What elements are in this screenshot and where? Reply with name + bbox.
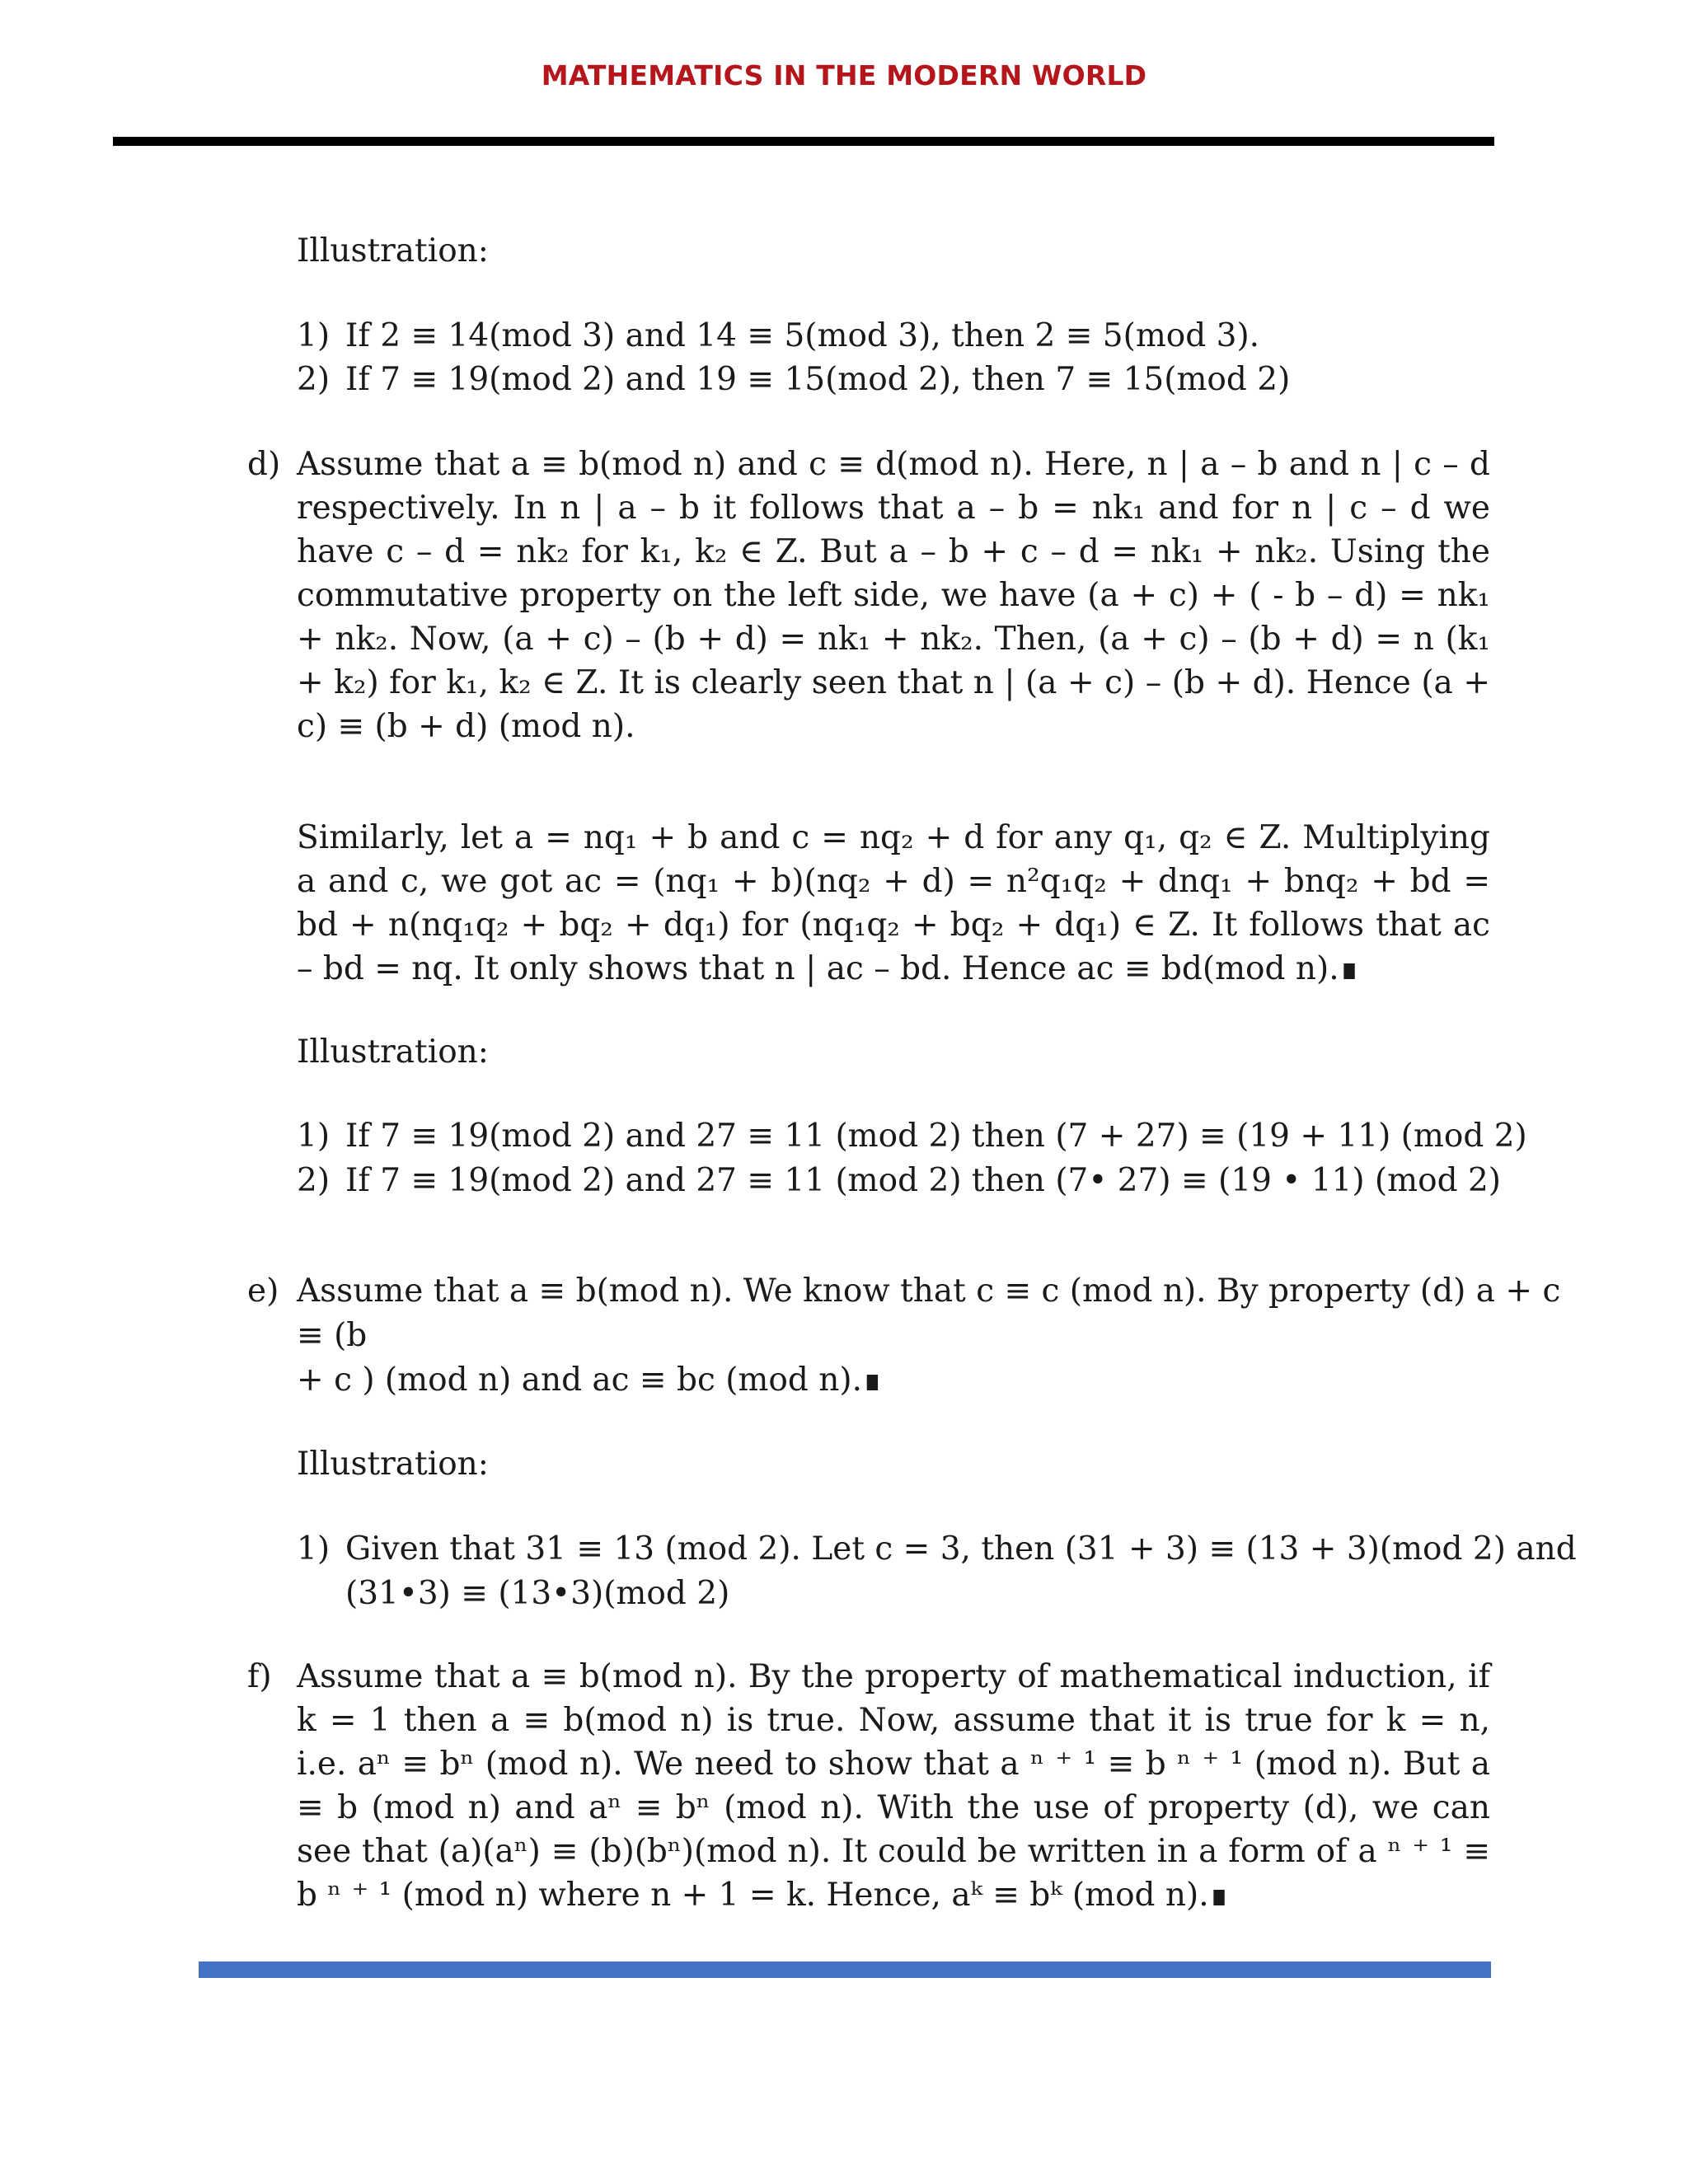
section-label-d: d) (247, 446, 281, 483)
section-e-line-2: ≡ (b (297, 1317, 368, 1354)
list-item: If 7 ≡ 19(mod 2) and 19 ≡ 15(mod 2), then 7 ≡ 15(mod 2) (345, 361, 1291, 398)
section-d-paragraph-1: Assume that a ≡ b(mod n) and c ≡ d(mod n). Here, n | a – b and n | c – d respectively. In n | a – b it follows that a – b = nk₁ and for n | c – d we have c – d = nk₂ for k₁, k₂ ∈ Z. But a – b + c – d = nk₁ + nk₂. Using the commutative property on the left side, we have (a + c) + ( - b – d) = nk₁ + nk₂. Now, (a + c) – (b + d) = nk₁ + nk₂. Then, (a + c) – (b + d) = n (k₁ + k₂) for k₁, k₂ ∈ Z. It is clearly seen that n | (a + c) – (b + d). Hence (a + c) ≡ (b + d) (mod n). (297, 446, 1490, 745)
section-label-e: e) (247, 1272, 279, 1310)
list-item-continuation: (31•3) ≡ (13•3)(mod 2) (345, 1575, 730, 1612)
illustration-heading: Illustration: (297, 232, 489, 269)
illustration-heading: Illustration: (297, 1033, 489, 1071)
section-e-line-1: Assume that a ≡ b(mod n). We know that c ≡ c (mod n). By property (d) a + c (297, 1272, 1561, 1310)
page-header-title: MATHEMATICS IN THE MODERN WORLD (541, 59, 1147, 91)
list-item-number: 1) (297, 1530, 331, 1568)
section-label-f: f) (247, 1658, 272, 1695)
list-item: Given that 31 ≡ 13 (mod 2). Let c = 3, then (31 + 3) ≡ (13 + 3)(mod 2) and (345, 1530, 1577, 1568)
list-item-number: 2) (297, 361, 331, 398)
list-item: If 7 ≡ 19(mod 2) and 27 ≡ 11 (mod 2) then (7• 27) ≡ (19 • 11) (mod 2) (345, 1162, 1502, 1199)
list-item: If 2 ≡ 14(mod 3) and 14 ≡ 5(mod 3), then 2 ≡ 5(mod 3). (345, 317, 1260, 354)
footer-rule (199, 1961, 1491, 1978)
list-item-number: 1) (297, 317, 331, 354)
section-d-paragraph-2: Similarly, let a = nq₁ + b and c = nq₂ + d for any q₁, q₂ ∈ Z. Multiplying a and c, we got ac = (nq₁ + b)(nq₂ + d) = n²q₁q₂ + dnq₁ + bnq₂ + bd = bd + n(nq₁q₂ + bq₂ + dq₁) for (nq₁q₂ + bq₂ + dq₁) ∈ Z. It follows that ac – bd = nq. It only shows that n | ac – bd. Hence ac ≡ bd(mod n).∎ (297, 819, 1490, 987)
section-f-paragraph: Assume that a ≡ b(mod n). By the property of mathematical induction, if k = 1 then a ≡ b(mod n) is true. Now, assume that it is true for k = n, i.e. aⁿ ≡ bⁿ (mod n). We need to show that a ⁿ ⁺ ¹ ≡ b ⁿ ⁺ ¹ (mod n). But a ≡ b (mod n) and aⁿ ≡ bⁿ (mod n). With the use of property (d), we can see that (a)(aⁿ) ≡ (b)(bⁿ)(mod n). It could be written in a form of a ⁿ ⁺ ¹ ≡ b ⁿ ⁺ ¹ (mod n) where n + 1 = k. Hence, aᵏ ≡ bᵏ (mod n).∎ (297, 1658, 1490, 1914)
list-item-number: 1) (297, 1118, 331, 1155)
illustration-heading: Illustration: (297, 1446, 489, 1483)
section-e-line-3: + c ) (mod n) and ac ≡ bc (mod n).∎ (297, 1361, 883, 1399)
list-item-number: 2) (297, 1162, 331, 1199)
list-item: If 7 ≡ 19(mod 2) and 27 ≡ 11 (mod 2) then (7 + 27) ≡ (19 + 11) (mod 2) (345, 1118, 1527, 1155)
